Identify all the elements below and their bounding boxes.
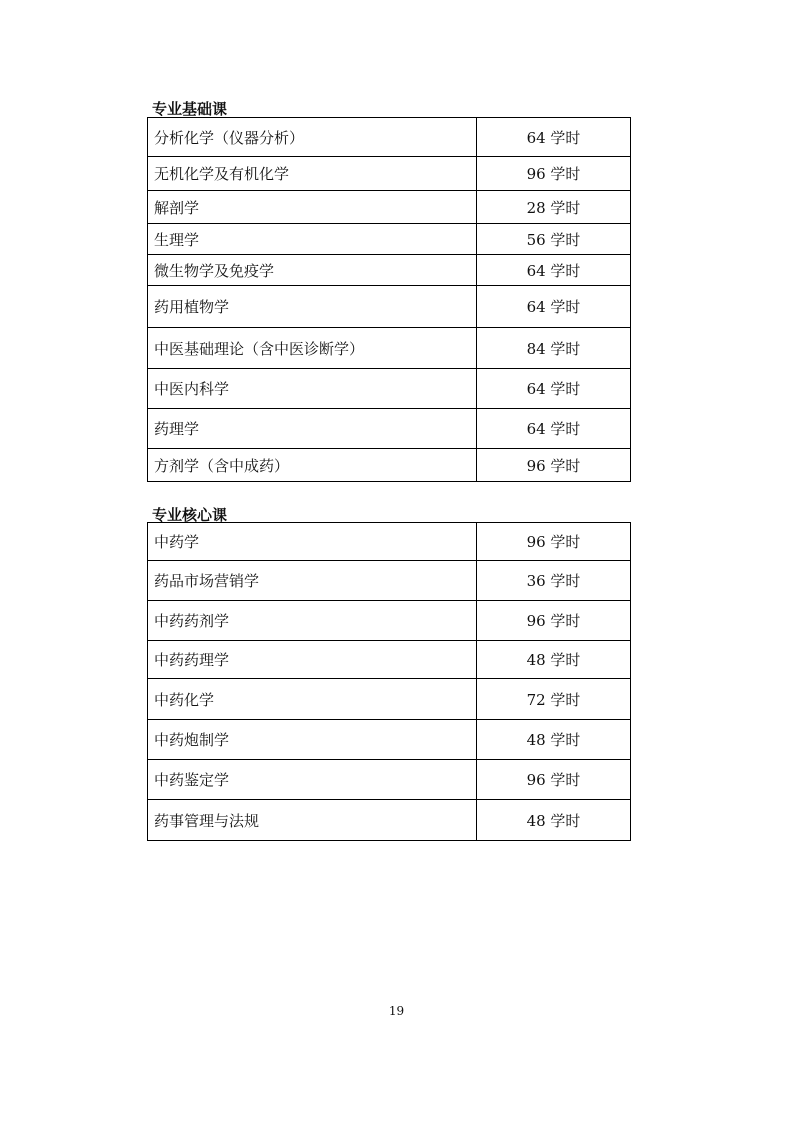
table-row bbox=[148, 191, 631, 224]
course-name: 中药药理学 bbox=[148, 641, 477, 679]
core-course-table bbox=[147, 522, 631, 841]
course-name: 分析化学（仪器分析） bbox=[148, 118, 477, 157]
course-name: 中医内科学 bbox=[148, 369, 477, 409]
course-hours: 48 学时 bbox=[477, 641, 631, 679]
course-hours: 64 学时 bbox=[477, 369, 631, 409]
table-row bbox=[148, 720, 631, 760]
course-name: 解剖学 bbox=[148, 191, 477, 224]
table-row bbox=[148, 641, 631, 679]
course-hours: 64 学时 bbox=[477, 409, 631, 449]
course-name: 中药药剂学 bbox=[148, 601, 477, 641]
course-hours: 64 学时 bbox=[477, 286, 631, 328]
course-name: 药品市场营销学 bbox=[148, 561, 477, 601]
course-name: 药事管理与法规 bbox=[148, 800, 477, 841]
table-row bbox=[148, 224, 631, 255]
course-hours: 48 学时 bbox=[477, 720, 631, 760]
table-row bbox=[148, 679, 631, 720]
course-hours: 96 学时 bbox=[477, 601, 631, 641]
course-name: 药用植物学 bbox=[148, 286, 477, 328]
course-hours: 84 学时 bbox=[477, 328, 631, 369]
course-name: 无机化学及有机化学 bbox=[148, 157, 477, 191]
course-hours: 72 学时 bbox=[477, 679, 631, 720]
table-row bbox=[148, 255, 631, 286]
course-name: 中医基础理论（含中医诊断学） bbox=[148, 328, 477, 369]
table-row bbox=[148, 118, 631, 157]
course-hours: 56 学时 bbox=[477, 224, 631, 255]
foundation-course-table bbox=[147, 117, 631, 482]
course-name: 药理学 bbox=[148, 409, 477, 449]
table-row bbox=[148, 449, 631, 482]
course-name: 中药学 bbox=[148, 523, 477, 561]
table-row bbox=[148, 561, 631, 601]
table-row bbox=[148, 523, 631, 561]
course-hours: 64 学时 bbox=[477, 118, 631, 157]
table-row bbox=[148, 286, 631, 328]
course-hours: 96 学时 bbox=[477, 449, 631, 482]
table-row bbox=[148, 157, 631, 191]
course-hours: 36 学时 bbox=[477, 561, 631, 601]
table-row bbox=[148, 601, 631, 641]
course-hours: 96 学时 bbox=[477, 157, 631, 191]
table-row bbox=[148, 409, 631, 449]
section-title-core: 专业核心课 bbox=[152, 506, 228, 524]
course-name: 方剂学（含中成药） bbox=[148, 449, 477, 482]
page-number: 19 bbox=[388, 1004, 405, 1018]
course-hours: 96 学时 bbox=[477, 760, 631, 800]
table-row bbox=[148, 369, 631, 409]
table-row bbox=[148, 800, 631, 841]
course-hours: 64 学时 bbox=[477, 255, 631, 286]
course-hours: 48 学时 bbox=[477, 800, 631, 841]
course-name: 微生物学及免疫学 bbox=[148, 255, 477, 286]
course-name: 中药化学 bbox=[148, 679, 477, 720]
table-row bbox=[148, 328, 631, 369]
table-row bbox=[148, 760, 631, 800]
course-hours: 28 学时 bbox=[477, 191, 631, 224]
course-name: 中药炮制学 bbox=[148, 720, 477, 760]
course-hours: 96 学时 bbox=[477, 523, 631, 561]
course-name: 生理学 bbox=[148, 224, 477, 255]
course-name: 中药鉴定学 bbox=[148, 760, 477, 800]
section-title-foundation: 专业基础课 bbox=[152, 100, 228, 118]
